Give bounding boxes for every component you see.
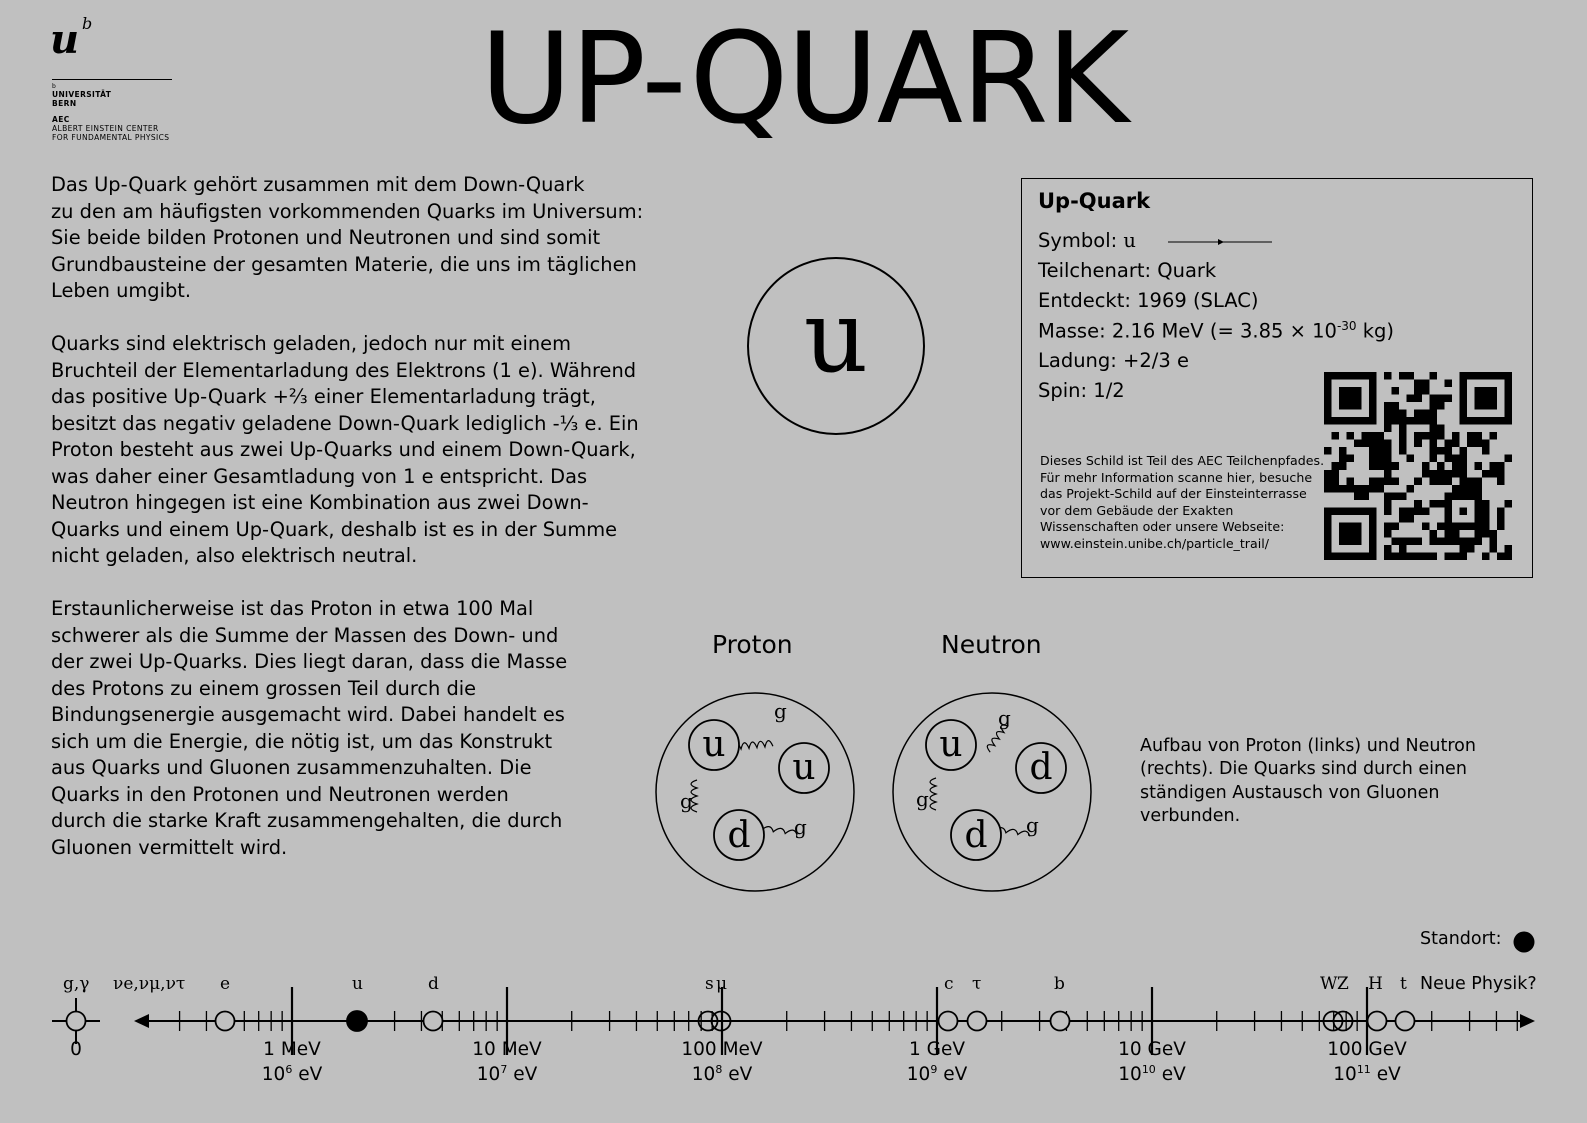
axis-right-arrow-icon bbox=[1520, 1014, 1535, 1028]
paragraph-3: Erstaunlicherweise ist das Proton in etwa 100 Mal schwerer als die Summe der Massen des Down- und der zwei Up-Quarks. Dies liegt daran, dass die Masse des Protons zu einem grossen Teil durch die Bindungsenergie ausgemacht wird. Dabei handelt es sich um die Energie, die nötig ist, um das Konstrukt aus Quarks und Gluonen zusammenzuhalten. Die Quarks in den Protonen und Neutronen werden durch die starke Kraft zusammengehalten, die durch Gluonen vermittelt wird. bbox=[51, 597, 568, 859]
diagram-caption: Aufbau von Proton (links) und Neutron (rechts). Die Quarks sind durch einen ständigen Austausch von Gluonen verbunden. bbox=[1140, 736, 1476, 826]
label-mu: μ bbox=[716, 974, 728, 994]
tau-marker bbox=[968, 1012, 987, 1031]
tick-label: 100 GeV $10^{11}$ eV bbox=[1327, 1039, 1407, 1086]
neutron-gluon-2: g bbox=[916, 787, 929, 811]
neutron-gluon-3: g bbox=[1026, 813, 1039, 837]
electron-marker bbox=[216, 1012, 235, 1031]
neutron-label: Neutron bbox=[941, 630, 1042, 659]
proton-gluon-2: g bbox=[680, 789, 693, 813]
label-u: u bbox=[352, 974, 363, 994]
label-h: H bbox=[1368, 974, 1383, 994]
label-g-gamma: g,γ bbox=[63, 974, 90, 994]
proton-quark-2: u bbox=[792, 747, 816, 788]
symbol-circle bbox=[745, 255, 927, 437]
tick-label: 1 MeV $10^6$ eV bbox=[261, 1039, 323, 1086]
label-e: e bbox=[220, 974, 231, 994]
label-w: W bbox=[1320, 974, 1338, 994]
logo-u: u bbox=[50, 16, 80, 63]
quark-line-icon bbox=[1168, 237, 1276, 247]
symbol-letter: u bbox=[803, 278, 869, 395]
g-gamma-marker bbox=[67, 1012, 86, 1031]
bottom-quark-marker bbox=[1051, 1012, 1070, 1031]
neutron-quark-3: d bbox=[964, 815, 988, 856]
proton-gluon-1: g bbox=[774, 699, 787, 723]
info-mass: Masse: 2.16 MeV (= $3.85 \times 10^{-30}$ kg) bbox=[1038, 319, 1395, 343]
neutron-gluon-1: g bbox=[998, 706, 1011, 730]
paragraph-2: Quarks sind elektrisch geladen, jedoch nur mit einem Bruchteil der Elementarladung des Elektrons (1 e). Während das positive Up-Quark +⅔ einer Elementarladung trägt, besitzt das negativ geladene Down-Quark lediglich -⅓ e. Ein Proton besteht aus zwei Up-Quarks und einem Down-Quark, was daher einer Gesamtladung von 1 e entspricht. Das Neutron hingegen ist eine Kombination aus zwei Down- Quarks und einem Up-Quark, deshalb ist es in der Summe nicht geladen, also elektrisch neutral. bbox=[51, 332, 639, 567]
neutron-quark-1: u bbox=[939, 724, 963, 765]
label-tau: τ bbox=[972, 974, 982, 994]
info-box bbox=[1021, 178, 1533, 578]
info-charge: Ladung: +2/3 e bbox=[1038, 349, 1189, 372]
down-quark-marker bbox=[424, 1012, 443, 1031]
neutron-quark-2: d bbox=[1029, 747, 1053, 788]
label-d: d bbox=[428, 974, 439, 994]
page-title: UP-QUARK bbox=[479, 5, 1128, 152]
label-neue-physik: Neue Physik? bbox=[1420, 974, 1537, 994]
info-symbol: Symbol: u bbox=[1038, 229, 1136, 252]
label-z: Z bbox=[1337, 974, 1349, 994]
proton-quark-3: d bbox=[727, 815, 751, 856]
neutron-diagram bbox=[890, 690, 1095, 895]
info-title: Up-Quark bbox=[1038, 189, 1151, 213]
tick-label: 1 GeV $10^9$ eV bbox=[906, 1039, 968, 1086]
label-s: s bbox=[705, 974, 714, 994]
proton-label: Proton bbox=[712, 630, 793, 659]
tick-label-zero: 0 bbox=[70, 1039, 82, 1060]
paragraph-1: Das Up-Quark gehört zusammen mit dem Down-Quark zu den am häufigsten vorkommenden Quarks im Universum: Sie beide bilden Protonen und Neutronen und sind somit Grundbausteine der gesamten Materie, die uns im täglichen Leben umgibt. bbox=[51, 173, 644, 302]
info-spin: Spin: 1/2 bbox=[1038, 379, 1125, 402]
label-t: t bbox=[1400, 974, 1407, 994]
charm-quark-marker bbox=[939, 1012, 958, 1031]
label-b: b bbox=[1054, 974, 1065, 994]
proton-diagram bbox=[653, 690, 858, 895]
info-note: Dieses Schild ist Teil des AEC Teilchenpfades. Für mehr Information scanne hier, besuche das Projekt-Schild auf der Einsteinterrasse vor dem Gebäude der Exakten Wissenschaften oder unsere Webseite: www.einstein.unibe.ch/particle_trail/ bbox=[1040, 453, 1325, 551]
label-neutrinos: νe,νμ,ντ bbox=[113, 974, 186, 994]
qr-code[interactable] bbox=[1324, 372, 1512, 560]
tick-label: 100 MeV $10^8$ eV bbox=[681, 1039, 763, 1086]
axis-left-arrow-icon bbox=[134, 1014, 149, 1028]
proton-gluon-3: g bbox=[794, 815, 807, 839]
logo-university: b UNIVERSITÄT BERN AEC ALBERT EINSTEIN CENTER FOR FUNDAMENTAL PHYSICS bbox=[52, 83, 170, 142]
standort-label: Standort: bbox=[1420, 929, 1502, 949]
logo-b: b bbox=[82, 14, 93, 33]
proton-quark-1: u bbox=[702, 724, 726, 765]
tick-label: 10 MeV $10^7$ eV bbox=[472, 1039, 542, 1086]
up-quark-marker bbox=[347, 1011, 367, 1031]
top-quark-marker bbox=[1396, 1012, 1415, 1031]
standort-marker-icon bbox=[1512, 930, 1536, 954]
info-discovered: Entdeckt: 1969 (SLAC) bbox=[1038, 289, 1259, 312]
higgs-marker bbox=[1368, 1012, 1387, 1031]
tick-label: 10 GeV $10^{10}$ eV bbox=[1118, 1039, 1186, 1086]
info-type: Teilchenart: Quark bbox=[1038, 259, 1217, 282]
label-c: c bbox=[944, 974, 954, 994]
